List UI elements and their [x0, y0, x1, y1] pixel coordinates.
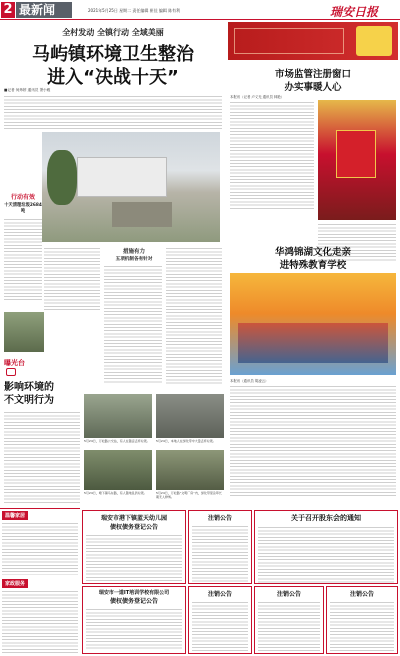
lead-intro-text [4, 94, 222, 130]
exposure-headline-line2: 不文明行为 [4, 395, 54, 406]
service-section-title: 家政服务 [2, 579, 28, 588]
exposure-photo-4 [156, 450, 224, 490]
exposure-photo-2 [156, 394, 224, 438]
notice-title: 关于召开股东会的通知 [291, 514, 361, 522]
notice-cancellation-2 [188, 586, 252, 654]
newspaper-logo: 瑞安日报 [330, 5, 379, 19]
exposure-caption-3: 5月24日，塘下镇马东路，有人随地乱扔垃圾。 [84, 491, 147, 495]
photo-tree [47, 150, 77, 205]
pennant-flag [336, 130, 376, 178]
exposure-body [4, 410, 80, 504]
photo-building [77, 157, 167, 197]
sidebar-subtitle: 十天清理垃圾2684吨 [4, 203, 42, 214]
secondary-photo [4, 312, 44, 352]
lead-byline: ■记者 何炜婷 通讯员 萧小雅 [4, 88, 51, 92]
service-listings [2, 589, 78, 653]
home-section-title: 温馨家居 [2, 511, 28, 520]
banner-badge [356, 26, 392, 56]
notice-kindergarten [82, 510, 186, 584]
notice-shareholder-meeting [254, 510, 398, 584]
photo-crowd [238, 323, 388, 363]
page-header [0, 0, 400, 20]
page-number-badge: 2 [1, 2, 15, 18]
exposure-section [0, 356, 228, 506]
notice-title: 注销公告 [207, 515, 232, 522]
classifieds-left [0, 508, 80, 656]
home-listings [2, 521, 78, 575]
feature2-body [230, 384, 396, 496]
header-meta: 2021年5月25日 星期二 责任编辑 崔佳 编辑 陈有利 [88, 8, 181, 13]
lead-kicker: 全村发动 全镇行动 全域美丽 [62, 28, 164, 37]
notice-body [258, 600, 320, 652]
exposure-photo-1 [84, 394, 152, 438]
notice-body [86, 533, 182, 583]
photo-workers [112, 202, 172, 227]
exposure-caption-4: 5月24日，万松路“文明厂房”内，绿化带里杂草长期无人修剪。 [156, 491, 222, 500]
exposure-photo-3 [84, 450, 152, 490]
lead-photo [42, 132, 220, 242]
right-banner [228, 22, 398, 60]
feature2-headline-line1: 华鸿锦湖文化走亲 [274, 247, 351, 258]
notice-title: 注销公告 [276, 591, 301, 598]
lead-body-col-1 [44, 246, 100, 310]
notice-cancellation-4 [326, 586, 398, 654]
feature-headline-line2: 办实事暖人心 [284, 82, 342, 93]
notice-body [86, 607, 182, 651]
notice-title: 瑞安市港下镇蓝天幼儿园 [100, 515, 167, 522]
notice-body [330, 600, 394, 652]
feature2-byline: 本报讯（通讯员 胡凌云） [230, 379, 269, 383]
section-name: 最新闻 [16, 2, 72, 18]
lead-headline-line1: 马屿镇环境卫生整治 [32, 44, 194, 65]
feature-byline: 本报讯（记者 卢义光 通讯员 林艳） [230, 95, 285, 99]
notice-title: 注销公告 [349, 591, 374, 598]
feature-headline-line1: 市场监管注册窗口 [274, 69, 351, 80]
camera-icon [6, 368, 16, 376]
notice-body [192, 524, 248, 582]
notice-cancellation-1 [188, 510, 252, 584]
lead-subhead-1: 措施有力 [122, 249, 145, 255]
exposure-label: 曝光台 [4, 359, 25, 367]
lead-subhead-2: 五项机制各有针对 [115, 257, 153, 262]
feature2-headline-line2: 进特殊教育学校 [279, 260, 347, 271]
exposure-caption-1: 5月24日，万松路公交站，有人在随意丢弃垃圾。 [84, 439, 150, 443]
lead-headline-line2: 进入“决战十天” [47, 67, 179, 88]
exposure-headline-line1: 影响环境的 [4, 382, 54, 393]
feature-photo [318, 100, 396, 220]
notice-body [258, 525, 394, 583]
sidebar-title: 行动有效 [10, 194, 35, 201]
lead-sidebar-box [4, 192, 42, 308]
notice-body [192, 600, 248, 652]
feature2-photo [230, 273, 396, 375]
notice-title: 瑞安市一道IT培训学校有限公司 [98, 590, 170, 596]
feature-body-left [230, 100, 314, 210]
banner-decor [234, 28, 344, 54]
notice-subtitle: 债权债务登记公告 [109, 598, 158, 605]
sidebar-body [4, 217, 42, 302]
exposure-caption-2: 5月24日，本地人在绿化带中大量丢弃垃圾。 [156, 439, 216, 443]
notice-cancellation-3 [254, 586, 324, 654]
notice-training-school [82, 586, 186, 654]
notice-title: 注销公告 [207, 591, 232, 598]
notice-subtitle: 债权债务登记公告 [109, 524, 158, 531]
